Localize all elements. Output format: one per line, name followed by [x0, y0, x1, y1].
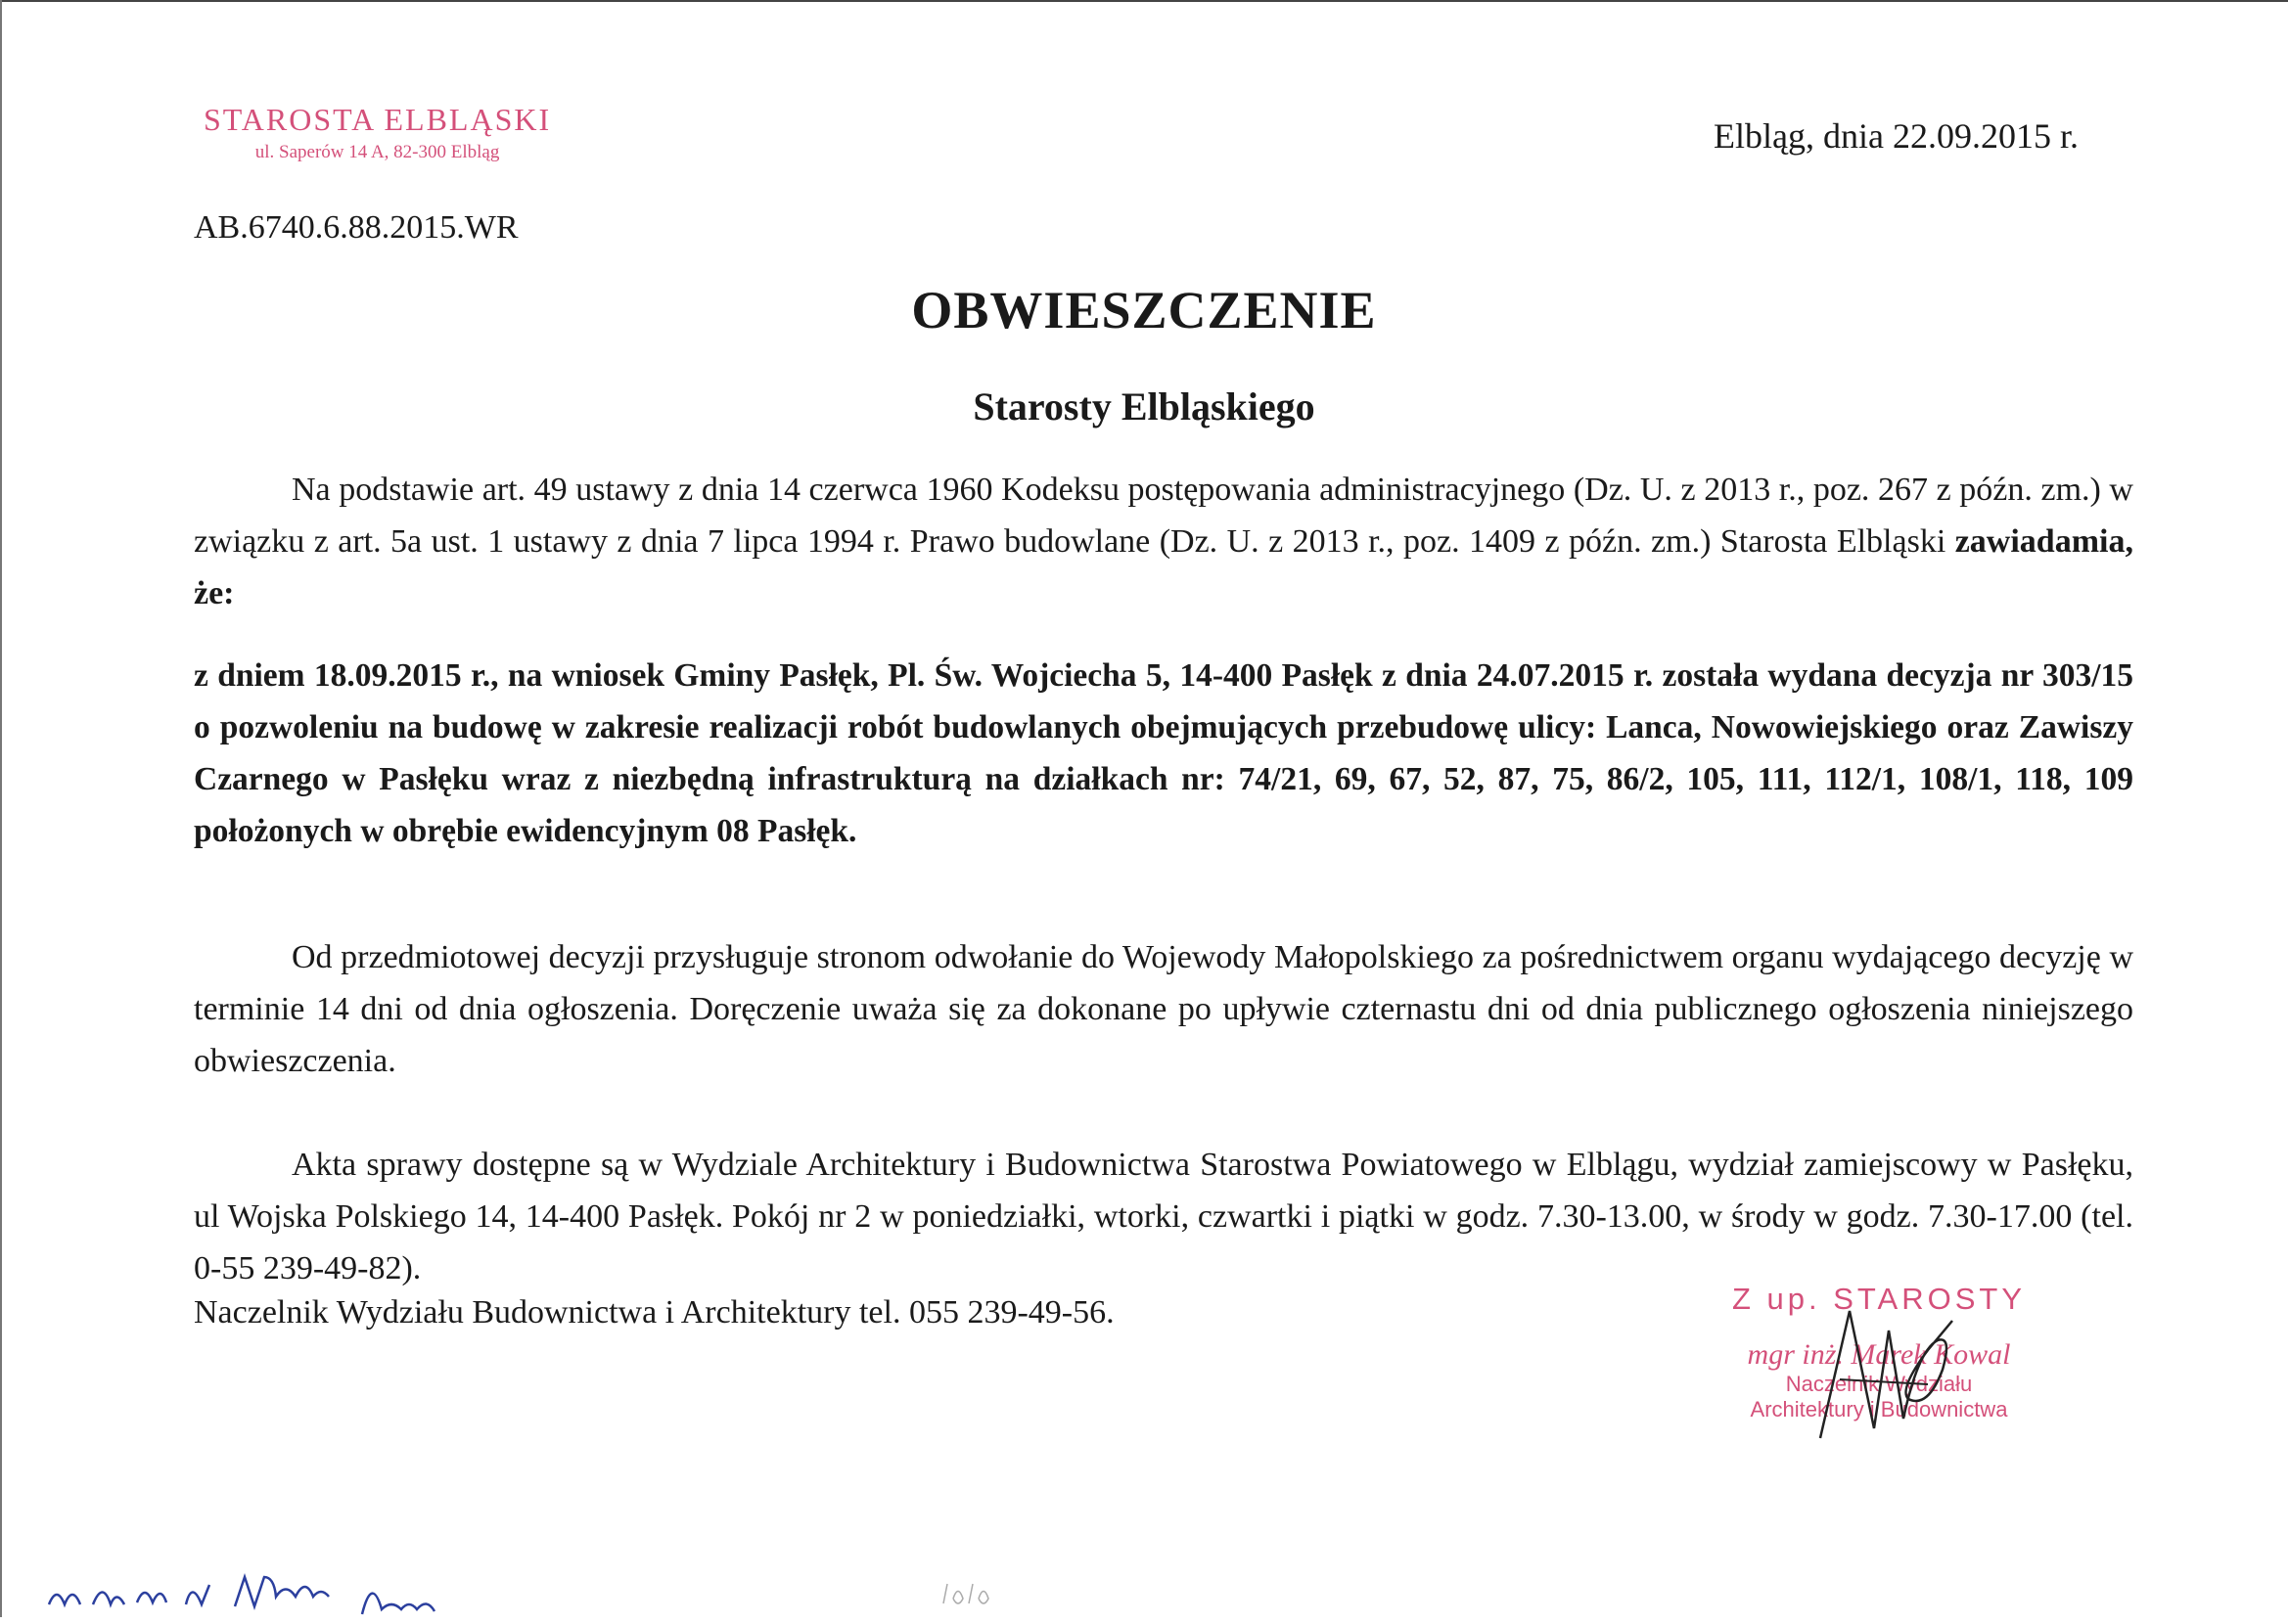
document-title: OBWIESZCZENIE [911, 281, 1377, 339]
scan-left-edge [0, 0, 2, 1617]
paragraph-files: Akta sprawy dostępne są w Wydziale Architektury i Budownictwa Starostwa Powiatowego w Elblągu, wydział zamiejscowy w Pasłęku, ul Wojska Polskiego 14, 14-400 Pasłęk. Pokój nr 2 w poniedziałki, wtorki, czwartki i piątki w godz. 7.30-13.00, w środy w godz. 7.30-17.00 (tel. 0-55 239-49-82). [194, 1147, 2133, 1286]
legal-basis-text: Na podstawie art. 49 ustawy z dnia 14 czerwca 1960 Kodeksu postępowania administracyjnego (Dz. U. z 2013 r., poz. 267 z późn. zm.) w związku z art. 5a ust. 1 ustawy z dnia 7 lipca 1994 r. Prawo budowlane (Dz. U. z 2013 r., poz. 1409 z późn. zm.) Starosta Elbląski [194, 472, 2133, 560]
issuer-address: ul. Saperów 14 A, 82-300 Elbląg [254, 142, 500, 162]
paragraph-decision: z dniem 18.09.2015 r., na wniosek Gminy Pasłęk, Pl. Św. Wojciecha 5, 14-400 Pasłęk z dnia 24.07.2015 r. została wydana decyzja nr 303/15 o pozwoleniu na budowę w zakresie realizacji robót budowlanych obejmujących przebudowę ulicy: Lanca, Nowowiejskiego oraz Zawiszy Czarnego w Pasłęku wraz z niezbędną infrastrukturą na działkach nr: 74/21, 69, 67, 52, 87, 75, 86/2, 105, 111, 112/1, 108/1, 118, 109 położonych w obrębie ewidencyjnym 08 Pasłęk. [194, 657, 2133, 849]
signatory-role: Naczelnik Wydziału [1785, 1372, 1973, 1396]
handwritten-mark [939, 1579, 998, 1608]
scan-top-edge [0, 0, 2288, 2]
paragraph-appeal: Od przedmiotowej decyzji przysługuje stronom odwołanie do Wojewody Małopolskiego za pośrednictwem organu wydającego decyzję w terminie 14 dni od dnia ogłoszenia. Doręczenie uważa się za dokonane po upływie czternastu dni od dnia publicznego ogłoszenia niniejszego obwieszczenia. [194, 939, 2133, 1079]
signature-authority: Z up. STAROSTY [1731, 1282, 2027, 1316]
signatory-department: Architektury i Budownictwa [1750, 1397, 2008, 1421]
signatory-name: mgr inż. Marek Kowal [1747, 1338, 2011, 1371]
paragraph-legal-basis [194, 464, 2133, 619]
issuer-name: STAROSTA ELBLĄSKI [204, 102, 552, 137]
document-subtitle: Starosty Elbląskiego [973, 384, 1315, 429]
contact-line: Naczelnik Wydziału Budownictwa i Architektury tel. 055 239-49-56. [194, 1294, 1115, 1331]
reference-number: AB.6740.6.88.2015.WR [194, 209, 519, 246]
issuer-stamp [204, 102, 551, 163]
handwritten-note [39, 1565, 548, 1624]
document-date: Elbląg, dnia 22.09.2015 r. [1714, 116, 2079, 156]
announcement-phrase: zawiadamia, że: [194, 523, 2133, 611]
handwritten-signature-icon [1781, 1291, 1977, 1448]
